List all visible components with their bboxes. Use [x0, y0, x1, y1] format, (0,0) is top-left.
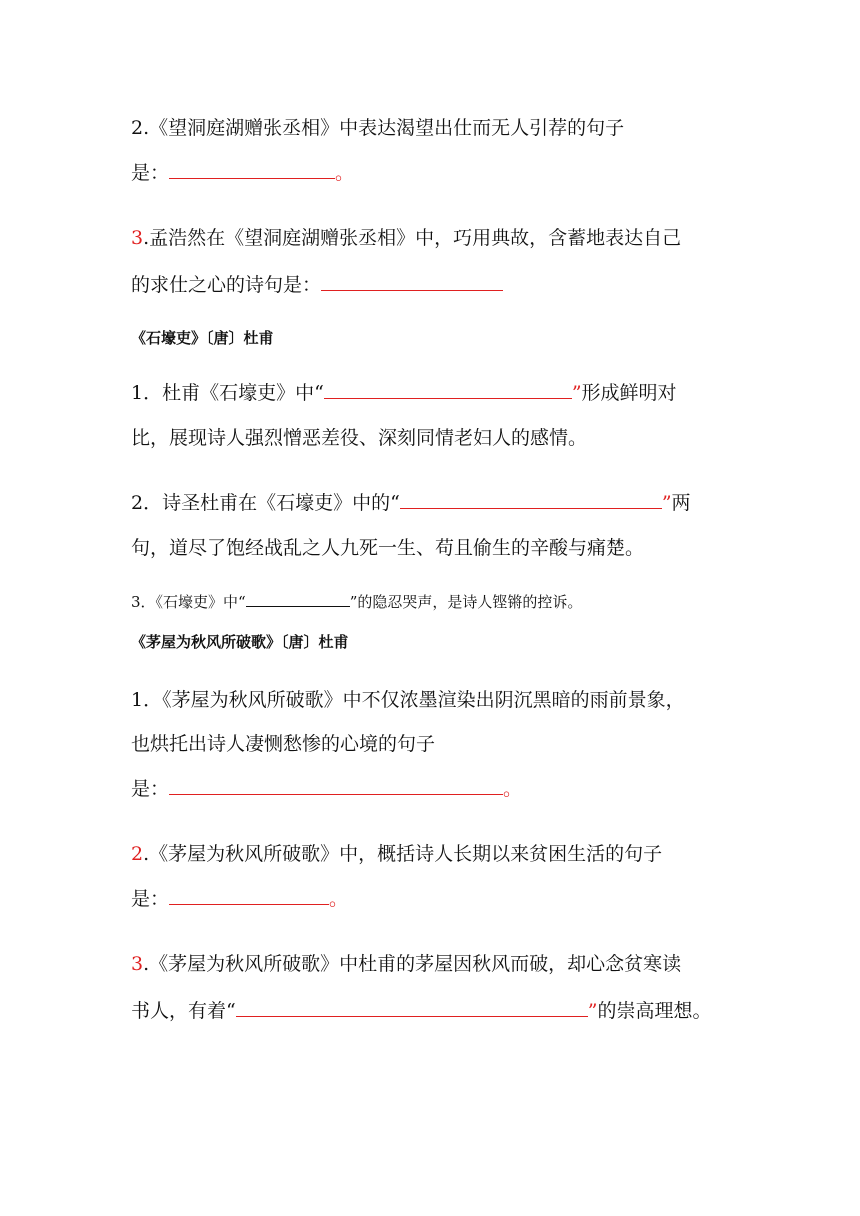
- question-text: 也烘托出诗人凄恻愁惨的心境的句子: [131, 733, 436, 755]
- question-number: 2: [131, 843, 144, 865]
- answer-blank[interactable]: [321, 272, 503, 291]
- question-text: 比，展现诗人强烈憎恶差役、深刻同情老妇人的感情。: [131, 427, 588, 449]
- quote-end: ”: [661, 492, 672, 514]
- question-text: .《茅屋为秋风所破歌》中，概括诗人长期以来贫困生活的句子: [143, 843, 663, 865]
- question-text: .《茅屋为秋风所破歌》中杜甫的茅屋因秋风而破，却心念贫寒读: [143, 953, 682, 975]
- question-3-line-2: [131, 272, 503, 297]
- question-text: 3．《石壕吏》中“: [131, 593, 246, 611]
- question-text: 形成鲜明对: [581, 382, 677, 404]
- answer-blank[interactable]: [169, 160, 335, 179]
- maowu-q3-line-2: [131, 998, 711, 1023]
- question-text: 的求仕之心的诗句是：: [131, 274, 322, 296]
- maowu-q1-line-2: [131, 732, 435, 756]
- section-heading-shihao: 《石壕吏》〔唐〕杜甫: [131, 329, 274, 347]
- question-text: 的崇高理想。: [597, 1000, 712, 1022]
- question-2-line-2: [131, 160, 354, 185]
- answer-end: 。: [503, 778, 523, 800]
- question-text: 句，道尽了饱经战乱之人九死一生、苟且偷生的辛酸与痛楚。: [131, 537, 645, 559]
- question-3-line-1: [131, 226, 681, 250]
- question-text: 书人，有着“: [131, 1000, 236, 1022]
- maowu-q1-line-1: [131, 688, 685, 712]
- question-text: .《望洞庭湖赠张丞相》中表达渴望出仕而无人引荐的句子: [143, 117, 625, 139]
- answer-blank[interactable]: [169, 886, 329, 905]
- answer-end: 。: [335, 162, 355, 184]
- question-text: 1．《茅屋为秋风所破歌》中不仅浓墨渲染出阴沉黑暗的雨前景象，: [131, 689, 685, 711]
- maowu-q2-line-1: [131, 842, 662, 866]
- answer-prefix: 是：: [131, 778, 170, 800]
- quote-end: ”: [571, 382, 582, 404]
- answer-blank[interactable]: [236, 998, 588, 1017]
- section-heading-maowu: 《茅屋为秋风所破歌》〔唐〕杜甫: [131, 633, 349, 651]
- question-number: 2: [131, 117, 144, 139]
- question-number: 3: [131, 227, 144, 249]
- question-text: 两: [671, 492, 691, 514]
- question-text: 1．杜甫《石壕吏》中“: [131, 382, 324, 404]
- answer-blank[interactable]: [169, 776, 503, 795]
- question-text: 2．诗圣杜甫在《石壕吏》中的“: [131, 492, 400, 514]
- answer-blank[interactable]: [246, 592, 350, 607]
- shihao-q3-line: [131, 590, 582, 614]
- question-text: ”的隐忍哭声，是诗人铿锵的控诉。: [349, 593, 583, 611]
- question-number: 3: [131, 953, 144, 975]
- shihao-q2-line-2: [131, 536, 644, 560]
- maowu-q1-line-3: [131, 776, 522, 801]
- shihao-q1-line-2: [131, 426, 587, 450]
- maowu-q2-line-2: [131, 886, 348, 911]
- quote-end: ”: [587, 1000, 598, 1022]
- question-2-line-1: [131, 116, 624, 140]
- shihao-q1-line-1: [131, 380, 677, 405]
- question-text: .孟浩然在《望洞庭湖赠张丞相》中，巧用典故，含蓄地表达自己: [143, 227, 682, 249]
- maowu-q3-line-1: [131, 952, 681, 976]
- shihao-q2-line-1: [131, 490, 691, 515]
- answer-blank[interactable]: [324, 380, 572, 399]
- answer-end: 。: [329, 888, 349, 910]
- answer-blank[interactable]: [400, 490, 662, 509]
- answer-prefix: 是：: [131, 162, 170, 184]
- answer-prefix: 是：: [131, 888, 170, 910]
